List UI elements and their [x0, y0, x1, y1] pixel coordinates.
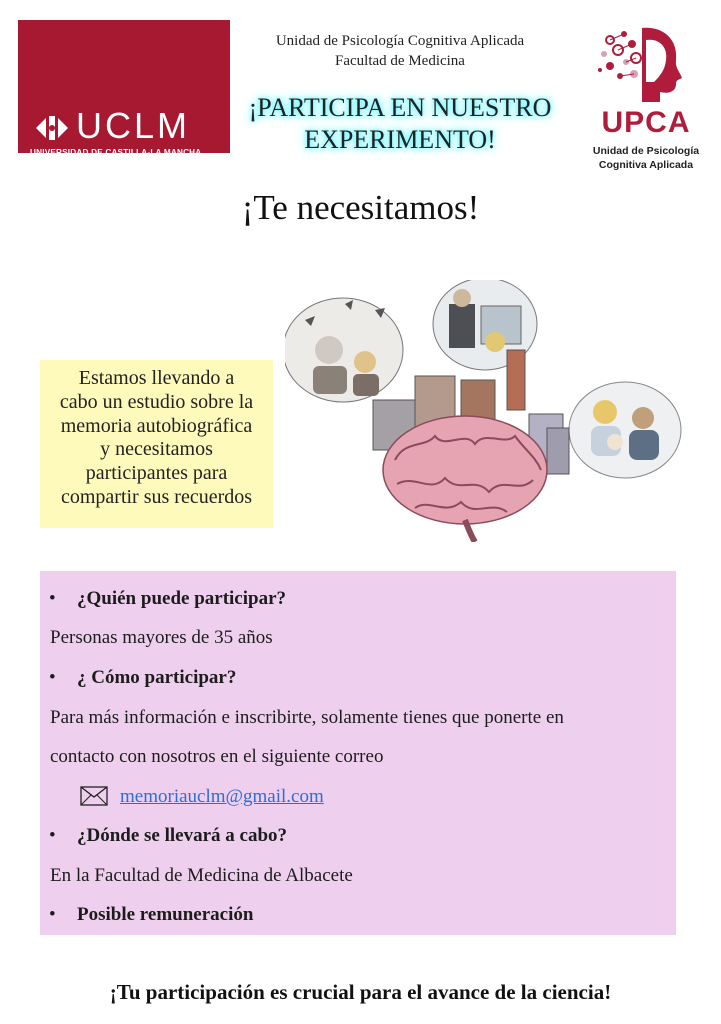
upca-logo [580, 20, 710, 170]
info-box [40, 571, 676, 935]
headline: ¡Te necesitamos! [241, 188, 480, 227]
intro-line: compartir sus recuerdos [60, 485, 253, 508]
head-circuit-icon [580, 20, 710, 104]
intro-line: y necesitamos [100, 438, 213, 461]
intro-line: memoria autobiográfica [60, 414, 253, 437]
uclm-subtitle: UNIVERSIDAD DE CASTILLA-LA MANCHA [30, 148, 202, 157]
question-where-text: ¿Dónde se llevará a cabo? [77, 825, 288, 846]
upca-subtitle-line-1: Unidad de Psicología [592, 145, 700, 157]
header-unit-name: Unidad de Psicología Cognitiva Aplicada [275, 33, 525, 49]
header-faculty: Facultad de Medicina [335, 53, 465, 69]
call-to-action-line-1: ¡PARTICIPA EN NUESTRO [248, 93, 552, 122]
footer-slogan: ¡Tu participación es crucial para el avance de la ciencia! [109, 980, 612, 1004]
upca-wordmark: UPCA [601, 106, 691, 139]
uclm-wordmark: UCLM [76, 105, 191, 146]
uclm-logo [18, 20, 230, 157]
bullet: • [49, 588, 56, 609]
email-link[interactable]: memoriauclm@gmail.com [120, 786, 324, 807]
call-to-action-line-2: EXPERIMENTO! [304, 125, 496, 154]
answer-how-line-2: contacto con nosotros en el siguiente correo [50, 746, 384, 767]
question-how-text: ¿ Cómo participar? [77, 667, 237, 688]
remuneration-note [49, 904, 253, 926]
remuneration-text: Posible remuneración [77, 904, 254, 925]
question-where [49, 825, 287, 847]
intro-line: participantes para [85, 462, 228, 485]
intro-line: Estamos llevando a [78, 367, 235, 389]
call-to-action-title [230, 92, 570, 156]
envelope-icon [80, 786, 108, 806]
answer-how-line-1: Para más información e inscribirte, solamente tienes que ponerte en [50, 707, 564, 728]
bullet: • [49, 667, 56, 688]
uclm-crest-icon [32, 112, 72, 144]
question-how [49, 667, 236, 689]
bullet: • [49, 904, 56, 925]
bullet: • [49, 825, 56, 846]
email-row [80, 786, 324, 808]
intro-line: cabo un estudio sobre la [59, 390, 254, 413]
brain-memories-illustration [285, 280, 685, 542]
answer-where: En la Facultad de Medicina de Albacete [50, 865, 353, 886]
upca-subtitle-line-2: Cognitiva Aplicada [598, 159, 694, 171]
answer-who: Personas mayores de 35 años [50, 627, 273, 648]
question-who-text: ¿Quién puede participar? [77, 588, 287, 609]
question-who [49, 588, 286, 610]
intro-box [40, 360, 273, 528]
